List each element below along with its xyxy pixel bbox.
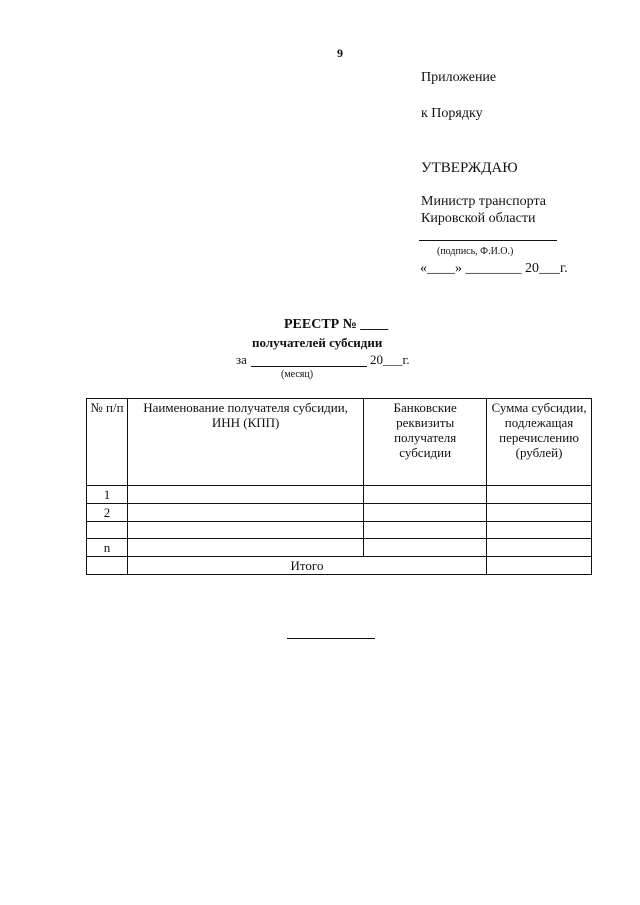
approve-label: УТВЕРЖДАЮ (421, 160, 518, 176)
header-recipient: Наименование получателя субсидии, ИНН (КПП) (127, 399, 363, 486)
row-number: 1 (87, 486, 128, 504)
table-header-row (87, 399, 592, 486)
header-number: № п/п (87, 399, 128, 486)
row-name (127, 504, 363, 522)
table-row (87, 504, 592, 522)
row-number (87, 522, 128, 539)
row-sum (487, 539, 592, 557)
row-number: n (87, 539, 128, 557)
month-caption: (месяц) (281, 369, 314, 380)
table-row (87, 539, 592, 557)
row-sum (487, 504, 592, 522)
month-line (251, 366, 367, 367)
minister-line2: Кировской области (421, 211, 536, 226)
row-sum (487, 486, 592, 504)
table-row (87, 522, 592, 539)
approval-date: «____» ________ 20___г. (420, 261, 568, 276)
signature-line (419, 240, 557, 241)
end-separator-line (287, 638, 375, 639)
registry-title: РЕЕСТР № ____ (284, 317, 389, 332)
row-bank (364, 486, 487, 504)
registry-subtitle: получателей субсидии (252, 335, 383, 350)
header-bank-details: Банковские реквизиты получателя субсидии (364, 399, 487, 486)
registry-table (86, 398, 592, 575)
row-bank (364, 539, 487, 557)
row-number: 2 (87, 504, 128, 522)
total-label: Итого (127, 557, 486, 575)
page-number: 9 (337, 46, 343, 60)
row-sum (487, 522, 592, 539)
row-name (127, 522, 363, 539)
row-name (127, 539, 363, 557)
appendix-label: Приложение (421, 70, 497, 85)
minister-line1: Министр транспорта (421, 194, 546, 209)
row-bank (364, 522, 487, 539)
table-row (87, 486, 592, 504)
header-amount: Сумма субсидии, подлежащая перечислению (рублей) (487, 399, 592, 486)
row-name (127, 486, 363, 504)
period-year: 20___г. (370, 352, 410, 367)
signature-caption: (подпись, Ф.И.О.) (437, 246, 514, 257)
row-bank (364, 504, 487, 522)
to-order-label: к Порядку (421, 106, 483, 121)
period-prefix: за (236, 352, 247, 367)
total-row (87, 557, 592, 575)
